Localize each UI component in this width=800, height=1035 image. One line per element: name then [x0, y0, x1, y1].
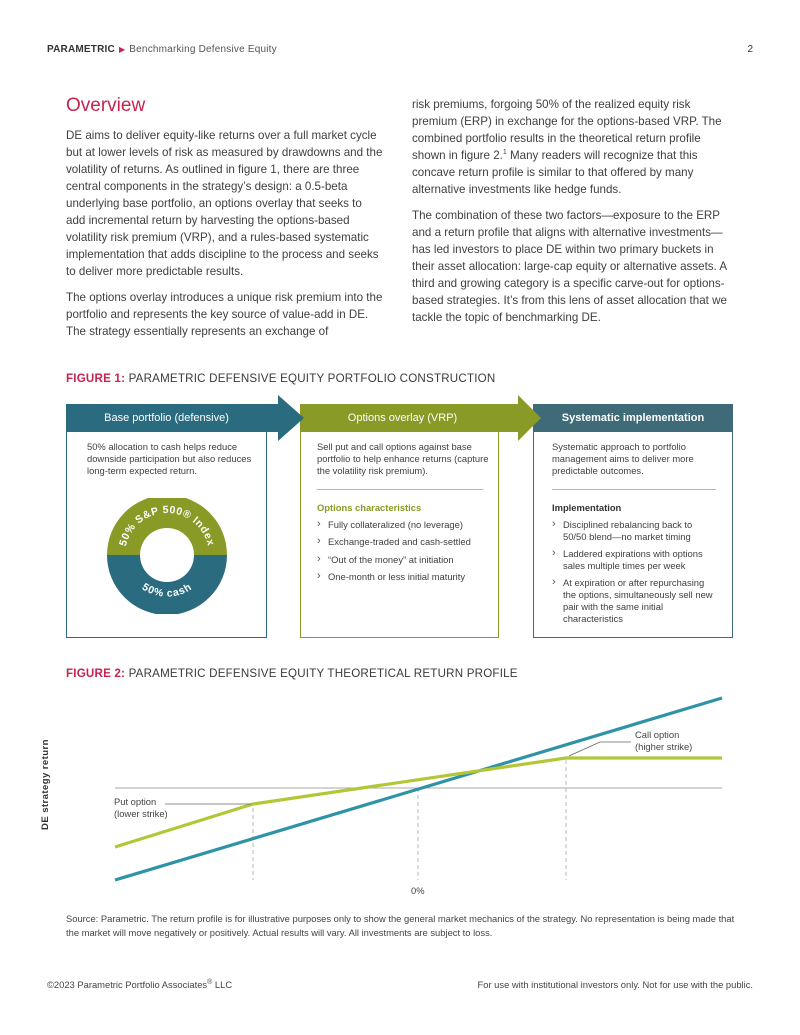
copyright-text: ©2023 Parametric Portfolio Associates: [47, 979, 208, 990]
donut-label-bottom: 50% cash: [139, 580, 195, 600]
list-item: › At expiration or after repurchasing the options, simultaneously sell new pair with the same initial characteristics: [552, 576, 713, 624]
implementation-heading: Implementation: [552, 502, 622, 513]
divider: [552, 489, 716, 490]
systematic-bar-label: Systematic implementation: [561, 412, 705, 424]
text-column-right: [412, 96, 734, 326]
chevron-right-icon: ›: [552, 547, 556, 559]
copyright-text: LLC: [212, 979, 233, 990]
running-header: [47, 44, 277, 55]
allocation-donut: [106, 498, 228, 614]
call-label-line: (higher strike): [635, 741, 693, 752]
figure-1-title: [66, 372, 495, 385]
chevron-right-icon: ›: [552, 518, 556, 530]
figure-label: FIGURE 1:: [66, 372, 126, 385]
footnote-ref: 1: [502, 149, 507, 157]
registered-mark: ®: [207, 978, 213, 986]
y-axis-label: DE strategy return: [40, 739, 51, 830]
paragraph-text: Many readers will recognize that this concave return profile is similar to that offered by many alternative investments like hedge funds.: [412, 149, 698, 196]
chevron-right-icon: ›: [317, 535, 321, 547]
put-label-line: Put option: [114, 796, 157, 807]
call-option-label: [635, 729, 692, 753]
base-portfolio-desc: 50% allocation to cash helps reduce downside participation but also reduces long-term expected return.: [87, 441, 252, 476]
figure-caption: PARAMETRIC DEFENSIVE EQUITY PORTFOLIO CONSTRUCTION: [128, 372, 496, 385]
systematic-desc: Systematic approach to portfolio management aims to deliver more predictable outcomes.: [552, 441, 694, 476]
options-overlay-desc: Sell put and call options against base portfolio to help enhance returns (capture the volatility risk premium).: [317, 441, 489, 476]
chevron-right-icon: ›: [317, 570, 321, 582]
figure-label: FIGURE 2:: [66, 667, 126, 680]
paragraph: DE aims to deliver equity-like returns over a full market cycle but at lower levels of risk as measured by drawdowns and the volatility of returns. As outlined in figure 1, there are three central components in the strategy’s design: a 0.5-beta underlying base portfolio, an options overlay that seeks to add incremental return by harvesting the options-based volatility risk premium (VRP), and a rules-based systematic implementation that adds discipline to the process and seeks to deliver more predictable results.: [66, 129, 383, 278]
call-label-leader: [569, 742, 631, 756]
figure-caption: PARAMETRIC DEFENSIVE EQUITY THEORETICAL RETURN PROFILE: [128, 667, 518, 680]
chevron-right-icon: ›: [317, 518, 321, 530]
paragraph: The options overlay introduces a unique risk premium into the portfolio and represents the key source of value-add in DE. The strategy essentially represents an exchange of: [66, 291, 383, 338]
put-option-label: [114, 796, 168, 820]
footer-disclaimer: For use with institutional investors only. Not for use with the public.: [477, 979, 753, 990]
paragraph: The combination of these two factors—exposure to the ERP and a return profile that aligns with alternative investments—has led investors to place DE within two primary buckets in their asset allocation: large-cap equity or alternative assets. A third and growing category is a specific carve-out for options-based strategies. It’s from this lens of asset allocation that we tackle the topic of benchmarking DE.: [412, 209, 727, 324]
list-item: › Disciplined rebalancing back to 50/50 blend—no market timing: [552, 518, 693, 542]
x-axis-zero-label: 0%: [411, 885, 425, 896]
options-characteristics-heading: Options characteristics: [317, 502, 422, 513]
header-subtitle: Benchmarking Defensive Equity: [129, 44, 277, 55]
donut-label-top: 50% S&P 500® Index: [117, 503, 217, 548]
section-title: Overview: [66, 95, 146, 116]
options-overlay-box: Sell put and call options against base portfolio to help enhance returns (capture the volatility risk premium). Options characteristics › Fully collateralized (no leverage) › Exchange-traded and cash-settled › “Out of the money” at initiation › One-month or less initial maturity: [300, 404, 499, 638]
divider: [317, 489, 483, 490]
put-label-line: (lower strike): [114, 808, 168, 819]
chevron-right-icon: ›: [317, 553, 321, 565]
donut-segment-cash: [107, 555, 227, 614]
brand-name: PARAMETRIC: [47, 44, 115, 55]
triangle-icon: ▶: [118, 45, 126, 54]
figure-2-title: [66, 667, 518, 680]
call-label-line: Call option: [635, 729, 680, 740]
copyright: [47, 979, 232, 990]
page-number: 2: [747, 44, 753, 55]
return-profile-chart: [0, 690, 800, 900]
chevron-right-icon: ›: [552, 576, 556, 588]
source-note: Source: Parametric. The return profile is for illustrative purposes only to show the general market mechanics of the strategy. No representation is being made that the market will move negatively or positively. Actual results will vary. All investments are subject to loss.: [66, 913, 735, 938]
list-item: › Laddered expirations with options sales multiple times per week: [552, 547, 703, 571]
overlay-bar-label: Options overlay (VRP): [347, 412, 458, 424]
text-column-left: [66, 127, 384, 340]
base-bar-label: Base portfolio (defensive): [104, 412, 229, 424]
paragraph-text: risk premiums, forgoing 50% of the realized equity risk premium (ERP) in exchange for the options-based VRP. The combined portfolio results in the theoretical return profile shown in figure 2.: [412, 98, 722, 162]
paragraph: [412, 96, 734, 198]
